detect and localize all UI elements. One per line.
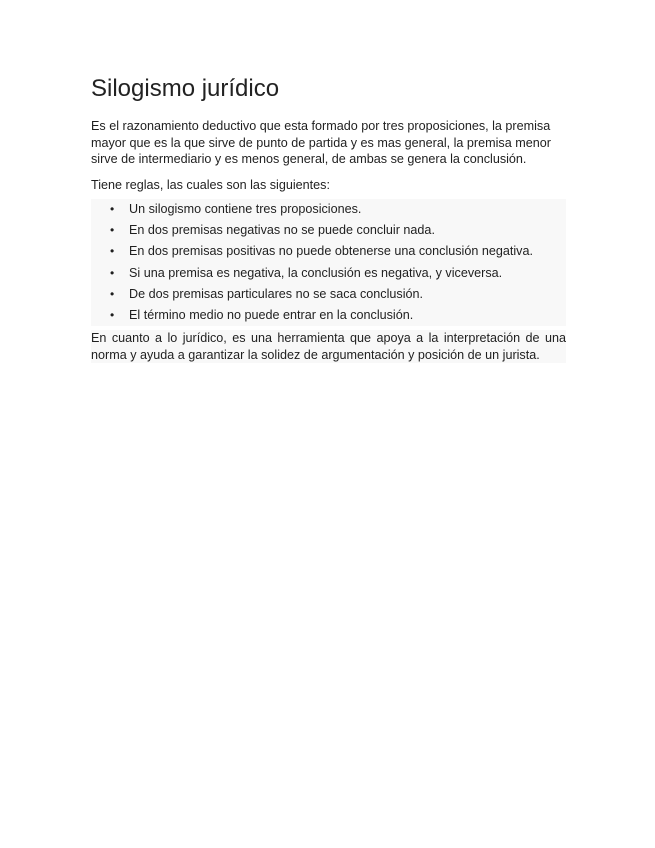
closing-paragraph: En cuanto a lo jurídico, es una herramienta que apoya a la interpretación de una norma y ayuda a garantizar la solidez de argumentación y posición de un jurista. bbox=[91, 331, 566, 362]
rule-text: Si una premisa es negativa, la conclusión es negativa, y viceversa. bbox=[129, 265, 503, 280]
list-item bbox=[91, 199, 566, 220]
bullet-icon: • bbox=[110, 202, 115, 216]
list-item bbox=[91, 241, 566, 262]
rule-text: De dos premisas particulares no se saca conclusión. bbox=[129, 286, 423, 301]
rule-text: En dos premisas positivas no puede obtenerse una conclusión negativa. bbox=[129, 244, 533, 259]
bullet-icon: • bbox=[110, 286, 115, 301]
rules-lead-paragraph: Tiene reglas, las cuales son las siguientes: bbox=[91, 177, 330, 192]
rules-list bbox=[91, 199, 566, 326]
document-page bbox=[91, 70, 566, 363]
list-item bbox=[91, 284, 566, 305]
bullet-icon: • bbox=[110, 265, 115, 280]
bullet-icon: • bbox=[110, 244, 115, 259]
bullet-icon: • bbox=[110, 223, 115, 238]
intro-paragraph: Es el razonamiento deductivo que esta formado por tres proposiciones, la premisa mayor que es la que sirve de punto de partida y es mas general, la premisa menor sirve de intermediario y es menos general, de ambas se genera la conclusión. bbox=[91, 119, 551, 166]
list-item bbox=[91, 220, 566, 241]
rule-text: El término medio no puede entrar en la conclusión. bbox=[129, 308, 414, 323]
page-title: Silogismo jurídico bbox=[91, 75, 280, 102]
list-item bbox=[91, 305, 566, 326]
bullet-icon: • bbox=[110, 308, 115, 323]
list-item bbox=[91, 263, 566, 284]
rule-text: En dos premisas negativas no se puede concluir nada. bbox=[129, 223, 435, 238]
rule-text: Un silogismo contiene tres proposiciones. bbox=[129, 202, 362, 216]
